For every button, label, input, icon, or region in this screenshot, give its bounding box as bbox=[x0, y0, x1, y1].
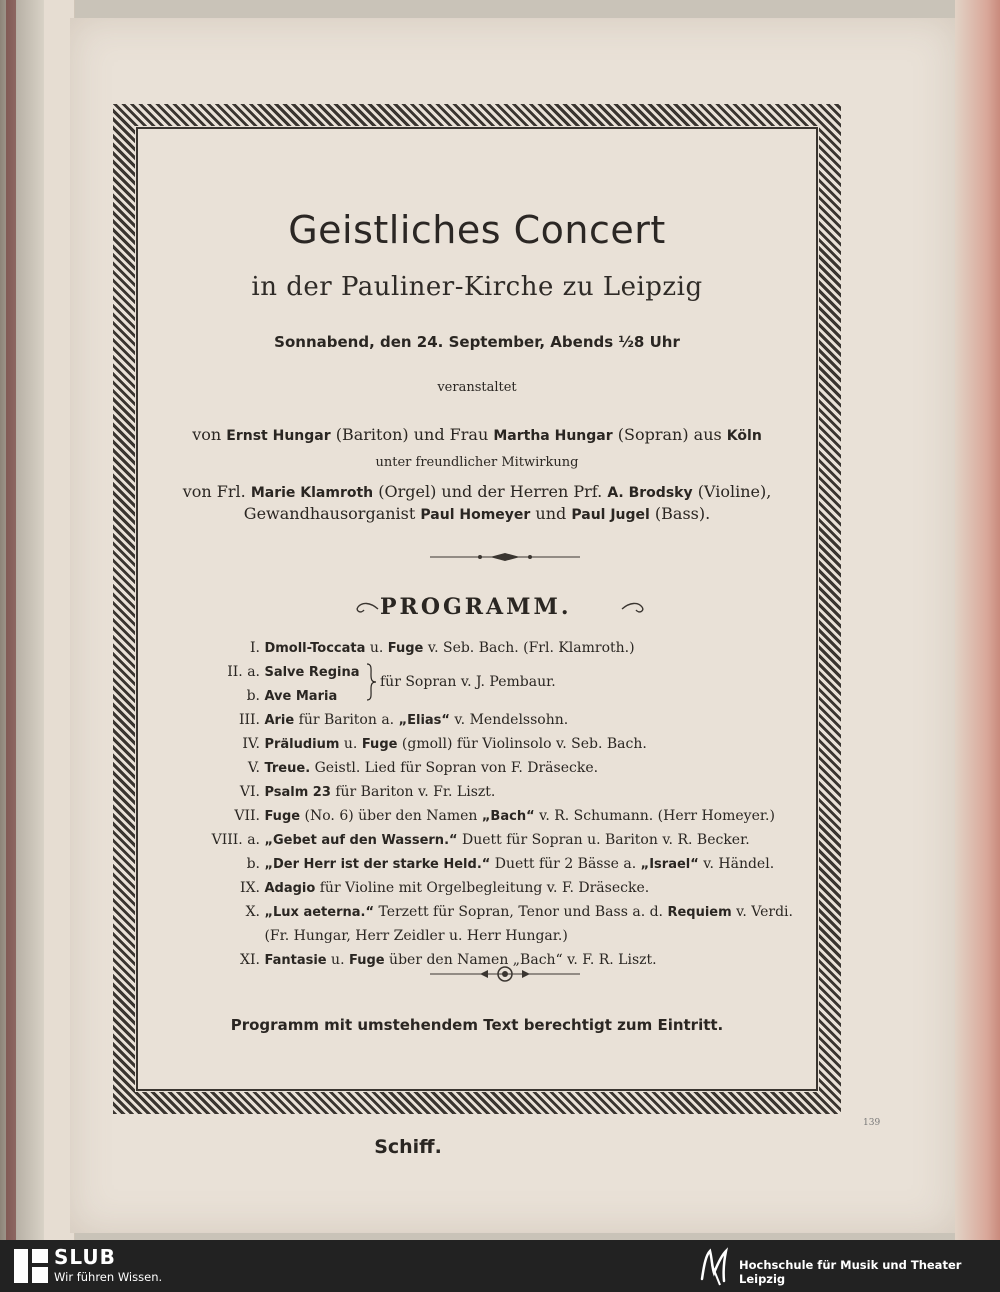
hmt-logo-icon bbox=[696, 1245, 732, 1287]
divider-ornament bbox=[430, 552, 580, 562]
page-number: 139 bbox=[863, 1118, 881, 1128]
flourish-right-icon bbox=[620, 602, 648, 616]
assistant-name: Marie Klamroth bbox=[250, 485, 374, 501]
program-item: b. Ave Maria bbox=[246, 688, 338, 704]
program-item: VI. Psalm 23 für Bariton v. Fr. Liszt. bbox=[239, 784, 496, 800]
assistant-name: Paul Jugel bbox=[571, 507, 650, 523]
assist-label: unter freundlicher Mitwirkung bbox=[375, 455, 579, 470]
brace-note: für Sopran v. J. Pembaur. bbox=[380, 674, 556, 690]
program-item: III. Arie für Bariton a. „Elias“ v. Mendelssohn. bbox=[238, 712, 569, 728]
program-item: VIII. a. „Gebet auf den Wassern.“ Duett für Sopran u. Bariton v. R. Becker. bbox=[211, 832, 750, 848]
program-item: X. „Lux aeterna.“ Terzett für Sopran, Tenor und Bass a. d. Requiem v. Verdi. bbox=[245, 904, 793, 920]
program-item: b. „Der Herr ist der starke Held.“ Duett für 2 Bässe a. „Israel“ v. Händel. bbox=[246, 856, 775, 872]
footer-bar bbox=[0, 1240, 1000, 1292]
organizer-name: Martha Hungar bbox=[493, 428, 613, 444]
binding-edge bbox=[6, 0, 16, 1240]
program-item: VII. Fuge (No. 6) über den Namen „Bach“ v. R. Schumann. (Herr Homeyer.) bbox=[234, 808, 775, 824]
slub-brand: SLUB bbox=[54, 1245, 116, 1269]
assistant-name: A. Brodsky bbox=[607, 485, 693, 501]
program-item: II. a. Salve Regina bbox=[227, 664, 360, 680]
divider-ornament-bottom bbox=[430, 966, 580, 982]
concert-date: Sonnabend, den 24. September, Abends ½8 Uhr bbox=[274, 333, 680, 351]
right-page-strip bbox=[955, 0, 1000, 1240]
program-item: IX. Adagio für Violine mit Orgelbegleitung v. F. Dräsecke. bbox=[240, 880, 650, 896]
program-heading: PROGRAMM. bbox=[380, 594, 572, 620]
organized-label: veranstaltet bbox=[437, 380, 517, 395]
concert-title: Geistliches Concert bbox=[288, 208, 666, 252]
program-item: V. Treue. Geistl. Lied für Sopran von F. Dräsecke. bbox=[247, 760, 599, 776]
organizer-name: Ernst Hungar bbox=[226, 428, 331, 444]
assistants-line-1: von Frl. Marie Klamroth (Orgel) und der Herren Prf. A. Brodsky (Violine), bbox=[182, 482, 772, 501]
slub-tagline: Wir führen Wissen. bbox=[54, 1270, 163, 1284]
organizers-line: von Ernst Hungar (Bariton) und Frau Martha Hungar (Sopran) aus Köln bbox=[192, 425, 762, 444]
flourish-left-icon bbox=[352, 602, 380, 616]
program-item-note: (Fr. Hungar, Herr Zeidler u. Herr Hungar.) bbox=[264, 928, 568, 944]
brace-icon bbox=[365, 663, 377, 701]
assistants-line-2: Gewandhausorganist Paul Homeyer und Paul Jugel (Bass). bbox=[243, 504, 711, 523]
printer-name: Schiff. bbox=[374, 1136, 442, 1158]
program-item: IV. Präludium u. Fuge (gmoll) für Violinsolo v. Seb. Bach. bbox=[242, 736, 647, 752]
organizer-city: Köln bbox=[726, 428, 762, 444]
slub-logo-icon bbox=[14, 1249, 48, 1283]
admission-note: Programm mit umstehendem Text berechtigt zum Eintritt. bbox=[230, 1016, 724, 1034]
concert-subtitle: in der Pauliner-Kirche zu Leipzig bbox=[251, 272, 703, 302]
program-item: XI. Fantasie u. Fuge über den Namen „Bach“ v. F. R. Liszt. bbox=[240, 952, 657, 968]
hmt-brand: Hochschule für Musik und Theater Leipzig bbox=[739, 1258, 962, 1286]
assistant-name: Paul Homeyer bbox=[420, 507, 531, 523]
program-item: I. Dmoll-Toccata u. Fuge v. Seb. Bach. (Frl. Klamroth.) bbox=[250, 640, 635, 656]
